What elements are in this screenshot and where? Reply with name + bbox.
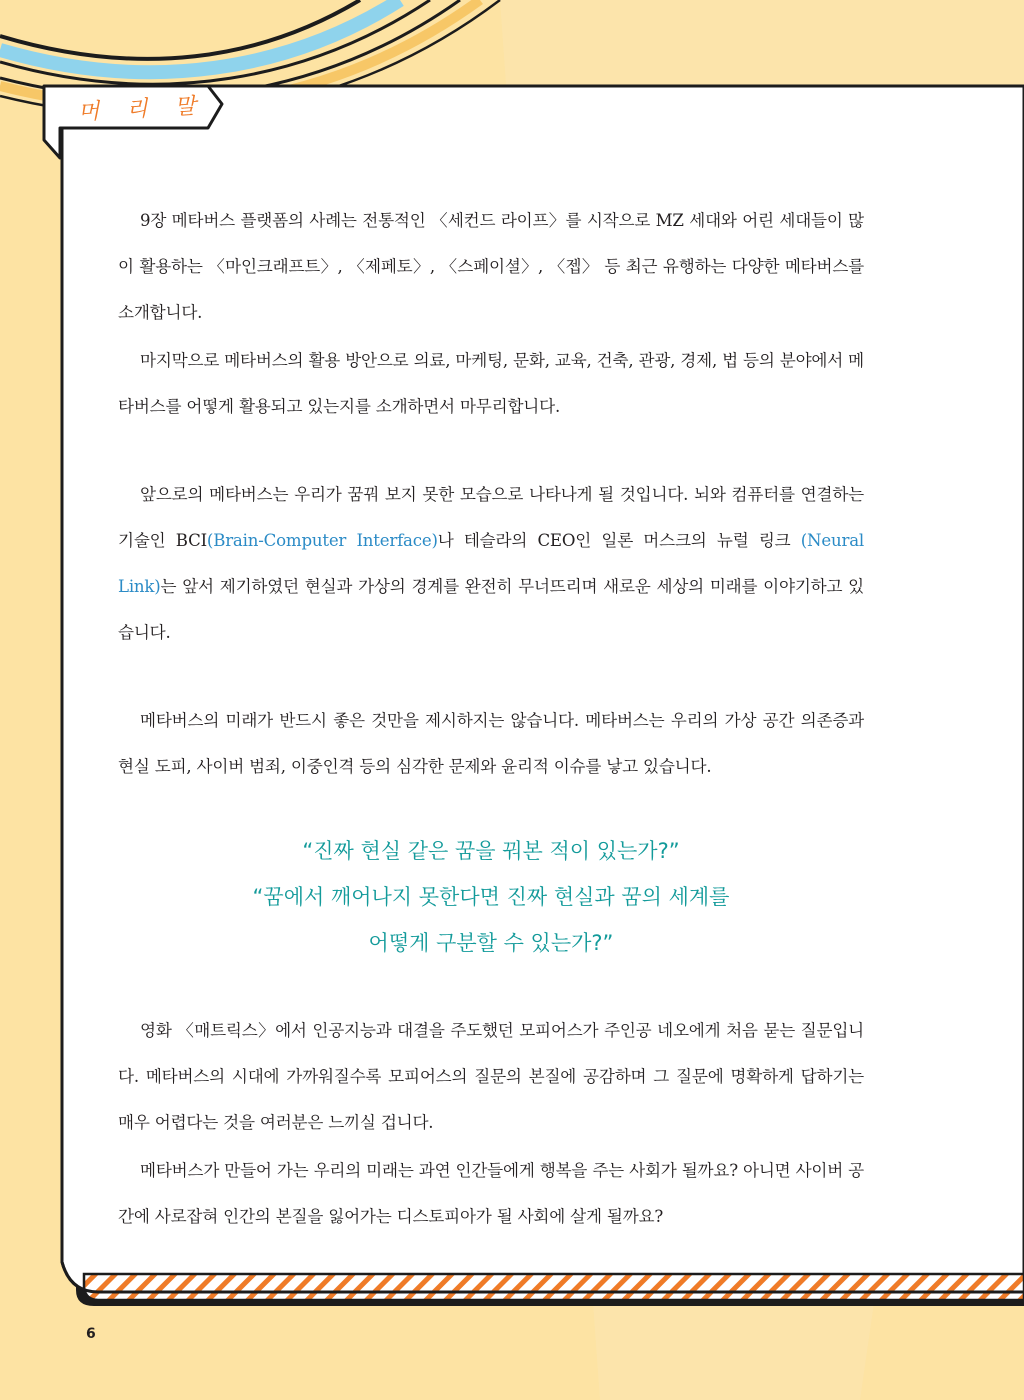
- quote-line-3: 어떻게 구분할 수 있는가?”: [368, 931, 614, 955]
- paragraph-future-text-a: 앞으로의 메타버스는 우리가 꿈꿔 보지 못한 모습으로 나타나게 될 것입니다. 뇌와 컴퓨터를 연결하는 기술인 BCI: [118, 485, 864, 550]
- matrix-quote: [118, 828, 864, 966]
- bci-term: (Brain-Computer Interface): [206, 531, 438, 550]
- chapter-header-tab: [60, 86, 218, 128]
- neural-link-term: (Neural Link): [118, 531, 864, 596]
- paragraph-problems: 메타버스의 미래가 반드시 좋은 것만을 제시하지는 않습니다. 메타버스는 우리의 가상 공간 의존증과 현실 도피, 사이버 범죄, 이중인격 등의 심각한 문제와 윤리적 이슈를 낳고 있습니다.: [118, 711, 864, 776]
- paragraph-future-text-c: 나 테슬라의 CEO인 일론 머스크의 뉴럴 링크: [437, 531, 801, 550]
- paragraph-future-text-e: 는 앞서 제기하였던 현실과 가상의 경계를 완전히 무너뜨리며 새로운 세상의 미래를 이야기하고 있습니다.: [118, 577, 864, 642]
- paragraph-closing-question: 메타버스가 만들어 가는 우리의 미래는 과연 인간들에게 행복을 주는 사회가 될까요? 아니면 사이버 공간에 사로잡혀 인간의 본질을 잃어가는 디스토피아가 될 사회에 살게 될까요?: [118, 1161, 864, 1226]
- paragraph-use-cases: 마지막으로 메타버스의 활용 방안으로 의료, 마케팅, 문화, 교육, 건축, 관광, 경제, 법 등의 분야에서 메타버스를 어떻게 활용되고 있는지를 소개하면서 마무리합니다.: [118, 351, 864, 416]
- paragraph-future: [118, 472, 864, 656]
- page-number: 6: [86, 1326, 96, 1342]
- paragraph-platform-cases: 9장 메타버스 플랫폼의 사례는 전통적인 〈세컨드 라이프〉를 시작으로 MZ 세대와 어린 세대들이 많이 활용하는 〈마인크래프트〉, 〈제페토〉, 〈스페이셜〉, 〈젭〉 등 최근 유행하는 다양한 메타버스를 소개합니다.: [118, 211, 864, 322]
- header-label: 머 리 말: [77, 93, 207, 125]
- quote-line-1: “진짜 현실 같은 꿈을 꿔본 적이 있는가?”: [302, 839, 680, 863]
- paragraph-matrix: 영화 〈매트릭스〉에서 인공지능과 대결을 주도했던 모피어스가 주인공 네오에게 처음 묻는 질문입니다. 메타버스의 시대에 가까워질수록 모피어스의 질문의 본질에 공감하며 그 질문에 명확하게 답하기는 매우 어렵다는 것을 여러분은 느끼실 겁니다.: [118, 1021, 864, 1132]
- quote-line-2: “꿈에서 깨어나지 못한다면 진짜 현실과 꿈의 세계를: [252, 885, 730, 909]
- preface-body: [118, 198, 864, 1240]
